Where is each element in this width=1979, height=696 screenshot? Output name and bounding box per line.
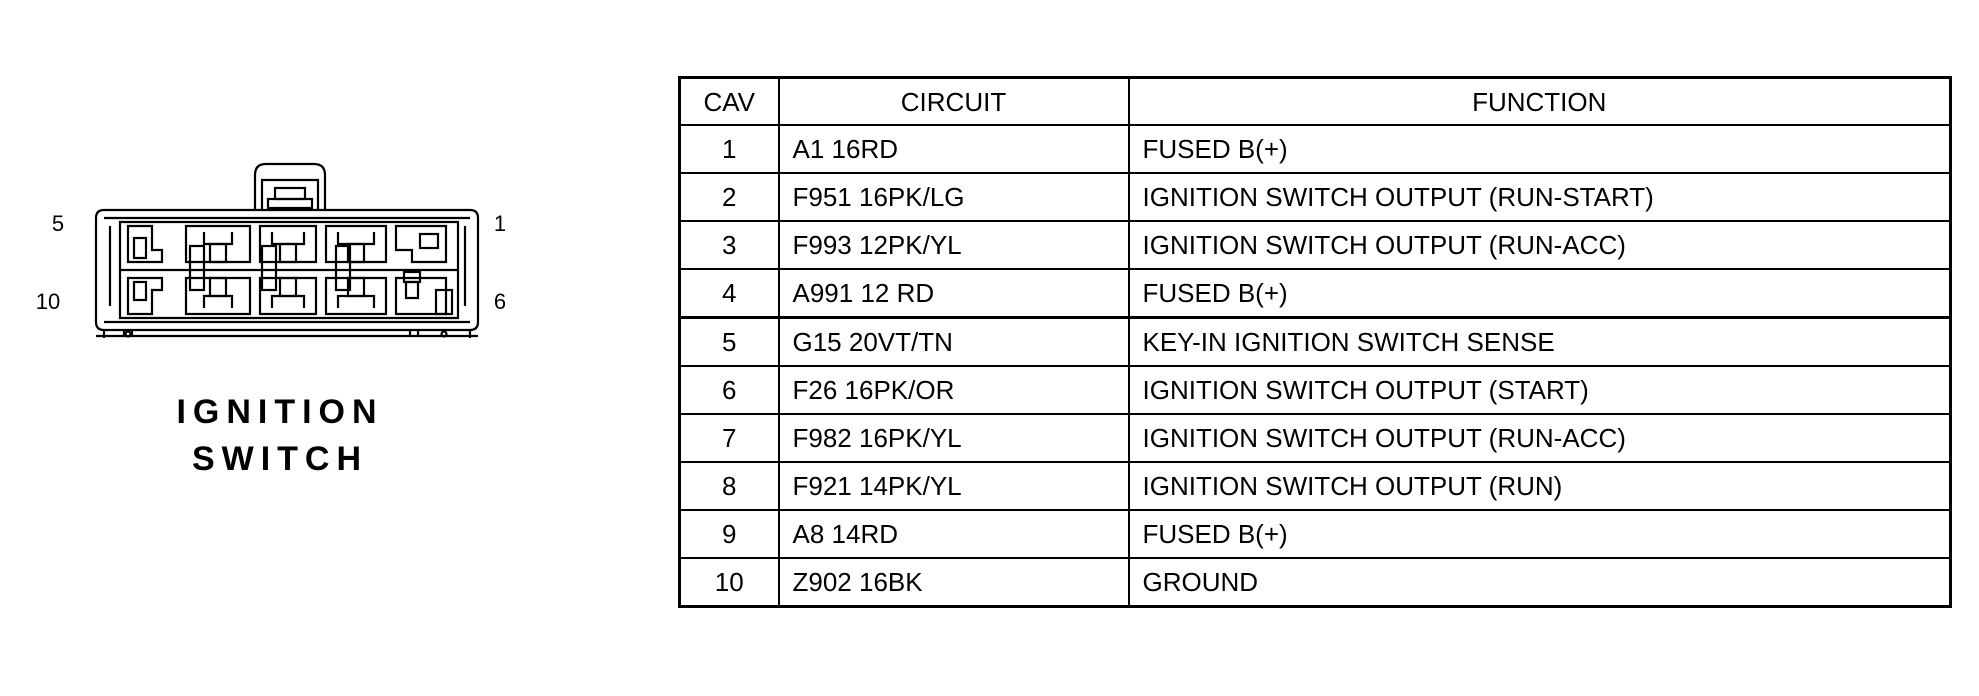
- function-cell: IGNITION SWITCH OUTPUT (RUN-ACC): [1129, 414, 1951, 462]
- header-function: FUNCTION: [1129, 78, 1951, 126]
- circuit-cell: Z902 16BK: [779, 558, 1129, 607]
- top-row-cavities: [128, 226, 446, 262]
- function-cell: IGNITION SWITCH OUTPUT (RUN-ACC): [1129, 221, 1951, 269]
- cav-cell: 10: [680, 558, 779, 607]
- table-row: [680, 221, 1951, 269]
- connector-title-line2: SWITCH: [191, 440, 369, 478]
- pin-label-top-left: 5: [51, 211, 65, 236]
- table-row: [680, 269, 1951, 318]
- cav-cell: 1: [680, 125, 779, 173]
- function-cell: IGNITION SWITCH OUTPUT (RUN-START): [1129, 173, 1951, 221]
- pinout-table: [678, 76, 1952, 608]
- table-row: [680, 318, 1951, 367]
- pin-label-bottom-right: 6: [493, 289, 507, 314]
- cav-cell: 8: [680, 462, 779, 510]
- table-row: [680, 173, 1951, 221]
- cav-cell: 7: [680, 414, 779, 462]
- header-cav: CAV: [680, 78, 779, 126]
- table-row: [680, 558, 1951, 607]
- circuit-cell: F951 16PK/LG: [779, 173, 1129, 221]
- cav-cell: 3: [680, 221, 779, 269]
- circuit-cell: F921 14PK/YL: [779, 462, 1129, 510]
- function-cell: GROUND: [1129, 558, 1951, 607]
- circuit-cell: F993 12PK/YL: [779, 221, 1129, 269]
- circuit-cell: A8 14RD: [779, 510, 1129, 558]
- cav-cell: 4: [680, 269, 779, 318]
- table-row: [680, 510, 1951, 558]
- header-circuit: CIRCUIT: [779, 78, 1129, 126]
- cav-cell: 2: [680, 173, 779, 221]
- function-cell: FUSED B(+): [1129, 510, 1951, 558]
- cav-cell: 5: [680, 318, 779, 367]
- table-row: [680, 414, 1951, 462]
- circuit-cell: F26 16PK/OR: [779, 366, 1129, 414]
- connector-diagram: [0, 0, 640, 696]
- circuit-cell: G15 20VT/TN: [779, 318, 1129, 367]
- function-cell: FUSED B(+): [1129, 125, 1951, 173]
- table-row: [680, 462, 1951, 510]
- circuit-cell: F982 16PK/YL: [779, 414, 1129, 462]
- bottom-row-cavities: [128, 272, 452, 314]
- pin-label-top-right: 1: [493, 211, 507, 236]
- function-cell: IGNITION SWITCH OUTPUT (RUN): [1129, 462, 1951, 510]
- cav-cell: 6: [680, 366, 779, 414]
- function-cell: KEY-IN IGNITION SWITCH SENSE: [1129, 318, 1951, 367]
- table-row: [680, 366, 1951, 414]
- function-cell: IGNITION SWITCH OUTPUT (START): [1129, 366, 1951, 414]
- cav-cell: 9: [680, 510, 779, 558]
- connector-title-line1: IGNITION: [176, 393, 384, 431]
- circuit-cell: A991 12 RD: [779, 269, 1129, 318]
- table-header-row: [680, 78, 1951, 126]
- circuit-cell: A1 16RD: [779, 125, 1129, 173]
- table-row: [680, 125, 1951, 173]
- function-cell: FUSED B(+): [1129, 269, 1951, 318]
- pin-label-bottom-left: 10: [35, 289, 61, 314]
